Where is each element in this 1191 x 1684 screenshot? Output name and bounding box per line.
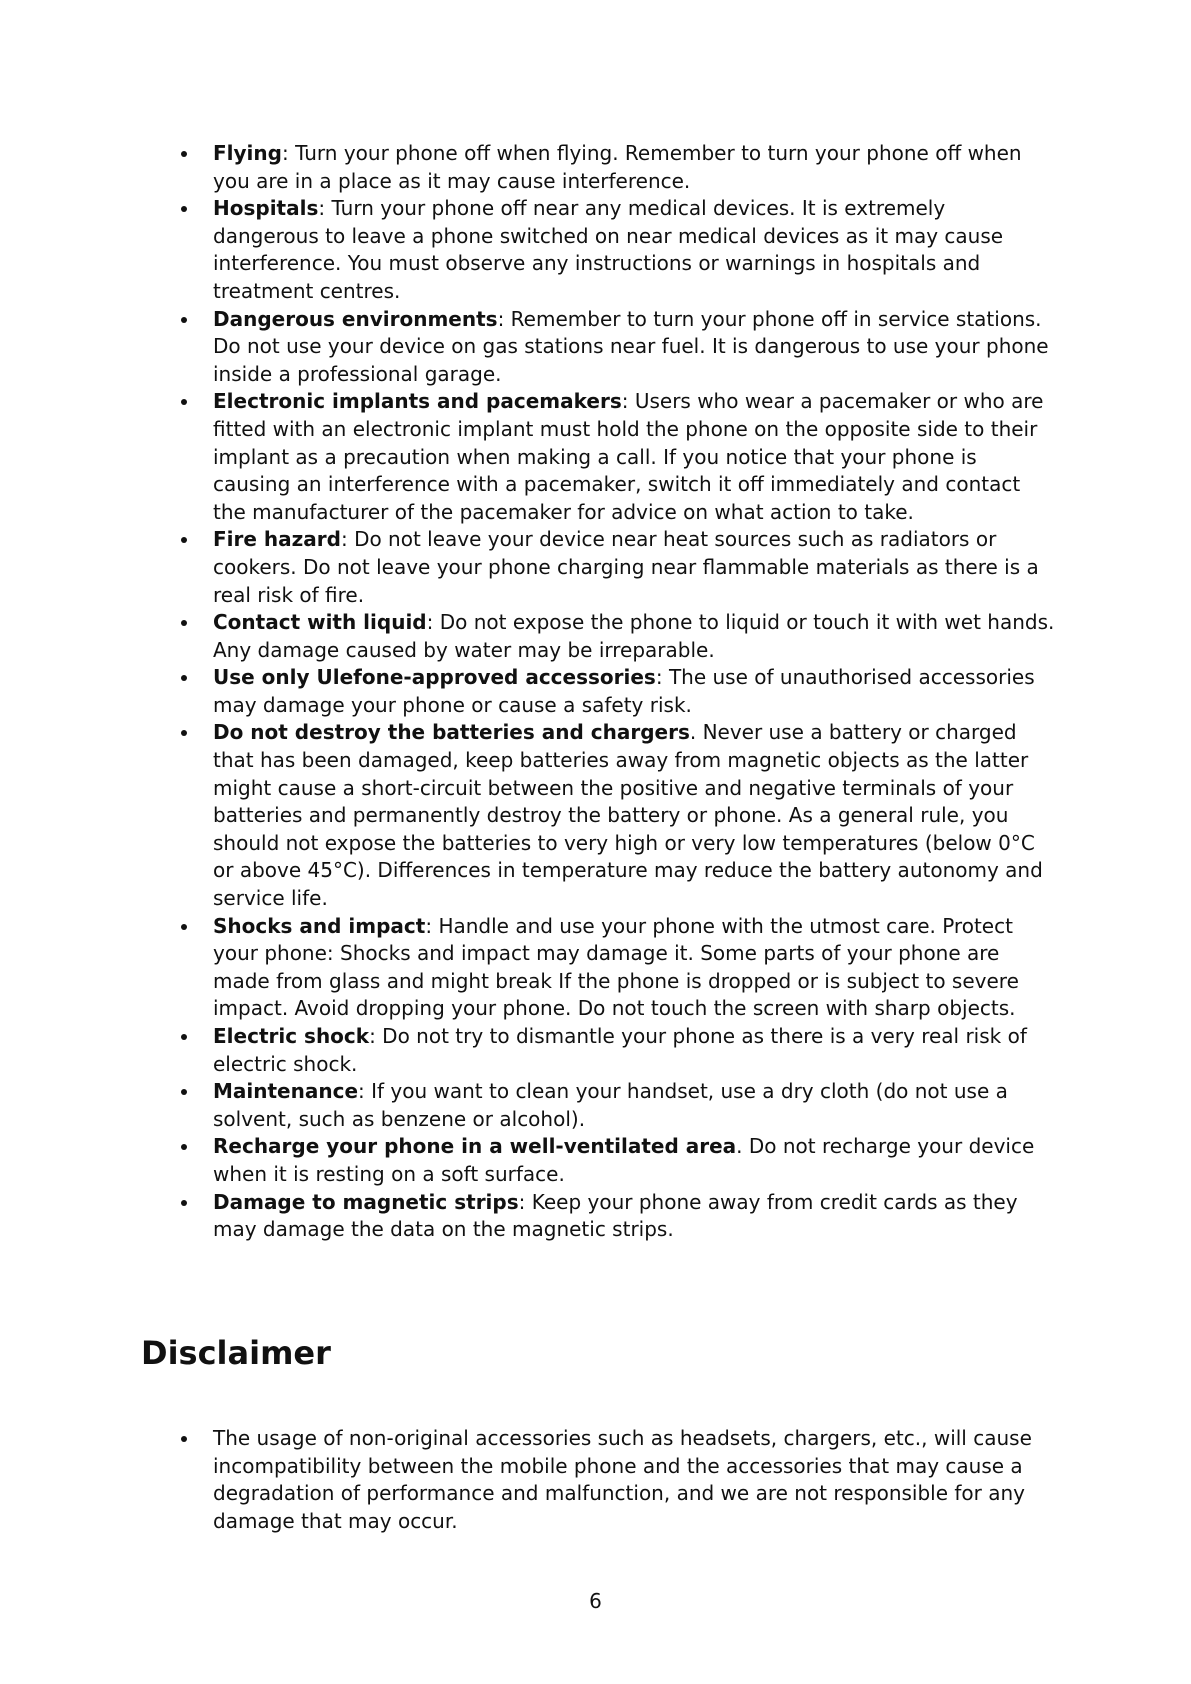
list-item (176, 1189, 1056, 1244)
list-item (176, 609, 1056, 664)
item-text: : Turn your phone off when flying. Remember to turn your phone off when you are in a place as it may cause interference. (213, 141, 1022, 193)
item-text: . Do not recharge your device when it is resting on a soft surface. (213, 1134, 1035, 1186)
item-text: : Turn your phone off near any medical devices. It is extremely dangerous to leave a phone switched on near medical devices as it may cause interference. You must observe any instructions or warnings in hospitals and treatment centres. (213, 196, 1004, 303)
list-item (176, 1023, 1056, 1078)
item-text: The usage of non-original accessories such as headsets, chargers, etc., will cause incompatibility between the mobile phone and the accessories that may cause a degradation of performance and malfunction, and we are not responsible for any damage that may occur. (213, 1426, 1032, 1533)
item-text: : The use of unauthorised accessories may damage your phone or cause a safety risk. (213, 665, 1035, 717)
item-text: : If you want to clean your handset, use a dry cloth (do not use a solvent, such as benzene or alcohol). (213, 1079, 1008, 1131)
list-item (176, 1133, 1056, 1188)
safety-precautions-list (176, 140, 1056, 1244)
list-item (176, 195, 1056, 305)
item-term: Use only Ulefone-approved accessories (213, 665, 656, 690)
item-term: Maintenance (213, 1079, 359, 1104)
item-term: Electric shock (213, 1024, 370, 1048)
item-text: : Handle and use your phone with the utmost care. Protect your phone: Shocks and impact may damage it. Some parts of your phone are made from glass and might break If the phone is dropped or is subject to severe impact. Avoid dropping your phone. Do not touch the screen with sharp objects. (213, 913, 1019, 1021)
list-item (176, 140, 1056, 195)
list-item (176, 1078, 1056, 1133)
item-term: Flying (213, 141, 282, 165)
item-text: : Users who wear a pacemaker or who are fitted with an electronic implant must hold the phone on the opposite side to their implant as a precaution when making a call. If you notice that your phone is causing an interference with a pacemaker, switch it off immediately and contact the manufacturer of the pacemaker for advice on what action to take. (213, 389, 1044, 524)
item-term: Electronic implants and pacemakers (213, 389, 622, 414)
item-term: Dangerous environments (213, 306, 498, 331)
list-item (176, 719, 1056, 912)
item-text: : Do not leave your device near heat sources such as radiators or cookers. Do not leave your phone charging near flammable materials as there is a real risk of fire. (213, 527, 1039, 607)
item-term: Contact with liquid (213, 610, 427, 635)
item-term: Shocks and impact (213, 913, 426, 938)
item-text: . Never use a battery or charged that has been damaged, keep batteries away from magnetic objects as the latter might cause a short-circuit between the positive and negative terminals of your batteries and permanently destroy the battery or phone. As a general rule, you should not expose the batteries to very high or very low temperatures (below 0°C or above 45°C). Differences in temperature may reduce the battery autonomy and service life. (213, 720, 1043, 911)
item-text: : Do not try to dismantle your phone as there is a very real risk of electric shock. (213, 1024, 1027, 1076)
item-term: Hospitals (213, 196, 319, 221)
item-term: Damage to magnetic strips (213, 1189, 519, 1214)
item-term: Do not destroy the batteries and chargers (213, 720, 690, 745)
list-item (176, 664, 1056, 719)
item-term: Fire hazard (213, 527, 341, 552)
list-item (176, 913, 1056, 1023)
list-item (176, 526, 1056, 609)
list-item (176, 1425, 1056, 1535)
list-item (176, 388, 1056, 526)
page-number: 6 (589, 1589, 602, 1613)
item-text: : Keep your phone away from credit cards as they may damage the data on the magnetic strips. (213, 1189, 1018, 1242)
disclaimer-heading: Disclaimer (141, 1334, 331, 1372)
item-term: Recharge your phone in a well-ventilated area (213, 1134, 737, 1159)
item-text: : Do not expose the phone to liquid or touch it with wet hands. Any damage caused by water may be irreparable. (213, 610, 1055, 662)
item-text: : Remember to turn your phone off in service stations. Do not use your device on gas stations near fuel. It is dangerous to use your phone inside a professional garage. (213, 306, 1049, 386)
disclaimer-list (176, 1425, 1056, 1535)
list-item (176, 306, 1056, 389)
